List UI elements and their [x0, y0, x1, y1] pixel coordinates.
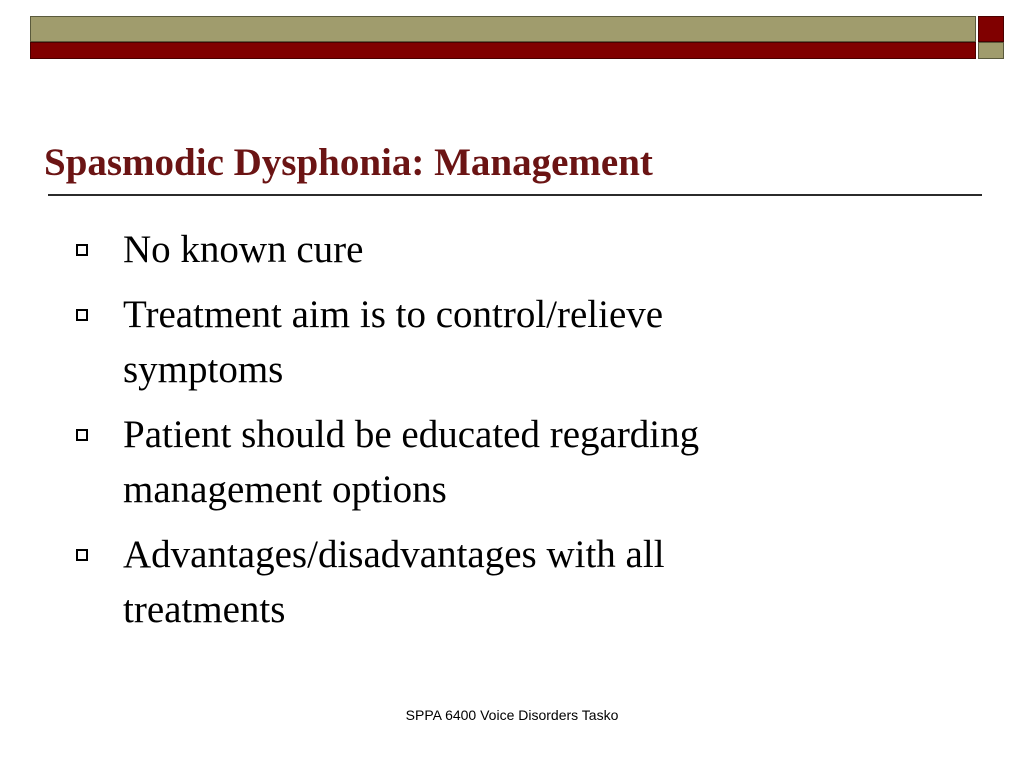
list-item: [70, 407, 830, 517]
bullet-text: No known cure: [123, 228, 364, 271]
slide-title: Spasmodic Dysphonia: Management: [44, 141, 653, 184]
hollow-square-icon: [76, 309, 88, 321]
hollow-square-icon: [76, 429, 88, 441]
list-item: [70, 222, 830, 277]
list-item: [70, 527, 830, 637]
bullet-text: Advantages/disadvantages with all treatments: [123, 533, 665, 631]
title-underline: [48, 194, 982, 196]
banner-maroon-bar: [30, 42, 976, 59]
bullet-text: Patient should be educated regarding management options: [123, 413, 700, 511]
banner-maroon-square: [978, 16, 1004, 42]
list-item: [70, 287, 830, 397]
slide-footer: SPPA 6400 Voice Disorders Tasko: [405, 707, 619, 723]
bullet-text: Treatment aim is to control/relieve symptoms: [123, 293, 664, 391]
top-banner: [30, 16, 1006, 59]
hollow-square-icon: [76, 549, 88, 561]
bullet-list: [70, 222, 830, 647]
banner-olive-square: [978, 42, 1004, 59]
banner-olive-bar: [30, 16, 976, 42]
hollow-square-icon: [76, 244, 88, 256]
